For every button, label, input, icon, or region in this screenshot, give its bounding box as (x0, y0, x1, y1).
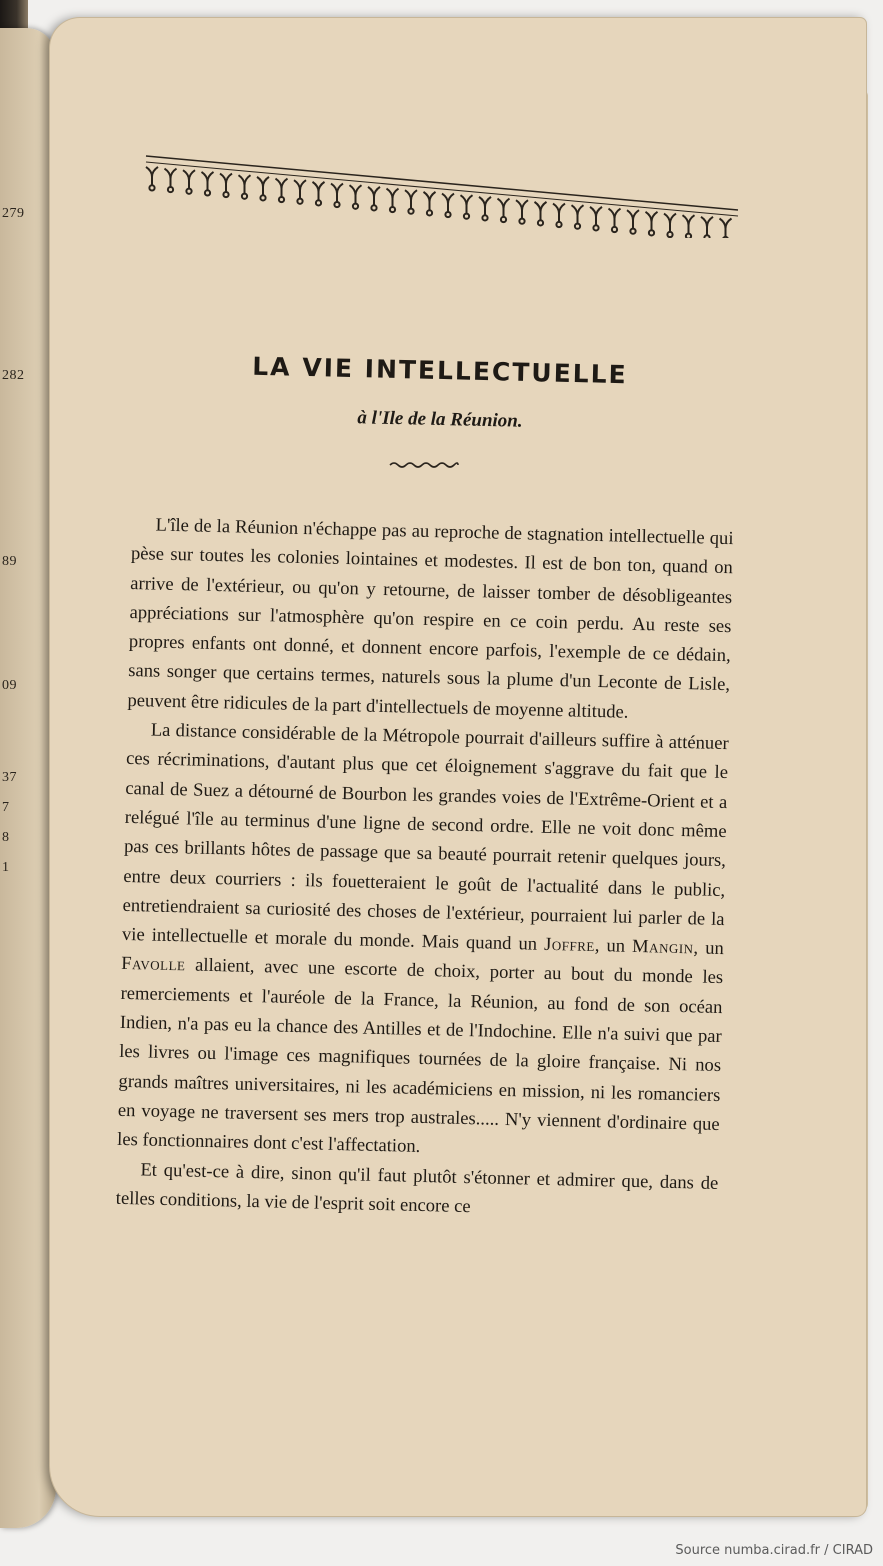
name-mangin: Mangin (631, 936, 694, 959)
paragraph-text: allaient, avec une escorte de choix, porter au bout du monde les remerciements et l'auréole de la France, la Réunion, au fond de son océan Indien, n'a pas eu la chance des Antilles et de l'Indochine. Elle n'a suivi que par les livres ou l'image ces magnifiques tournées de la gloire française. Ni nos grands maîtres universitaires, ni les académiciens en mission, ni les romanciers en voyage ne traversent ses mers trop australes..... N'y viennent d'ordinaire que les fonctionnaires dont c'est l'affectation. (116, 954, 724, 1158)
name-favolle: Favolle (121, 953, 186, 976)
name-joffre: Joffre (543, 933, 596, 957)
left-page-number: 09 (2, 678, 17, 693)
left-page-edge (0, 28, 56, 1528)
left-page-number: 8 (2, 830, 10, 845)
left-page-number: 37 (2, 770, 17, 785)
page-subtitle: à l'Ile de la Réunion. (357, 407, 523, 432)
separator: , un (693, 937, 725, 960)
left-page-number: 282 (2, 368, 25, 383)
paragraph (117, 715, 729, 1169)
left-page-number: 279 (2, 206, 25, 221)
divider-icon (388, 458, 460, 472)
body-text (115, 510, 733, 1227)
left-page-number: 1 (2, 860, 10, 875)
left-page-number: 89 (2, 554, 17, 569)
paragraph: Et qu'est-ce à dire, sinon qu'il faut plutôt s'étonner et admirer que, dans de telles conditions, la vie de l'esprit soit encore ce (115, 1158, 719, 1217)
paragraph: L'île de la Réunion n'échappe pas au reproche de stagnation intellectuelle qui pèse sur toutes les colonies lointaines et modestes. Il est de bon ton, quand on arrive de l'extérieur, ou qu'on y retourne, de laisser tomber de désobligeantes appréciations sur l'atmosphère qu'on respire en ce coin perdu. Au reste ses propres enfants ont donné, et donnent encore parfois, l'exemple de ce dédain, sans songer que certains termes, naturels sous la plume d'un Leconte de Lisle, peuvent être ridicules de la part d'intellectuels de moyenne altitude. (127, 514, 734, 723)
source-credit: Source numba.cirad.fr / CIRAD (675, 1543, 873, 1558)
paragraph-text: La distance considérable de la Métropole pourrait d'ailleurs suffire à atténuer ces récriminations, d'autant plus que cet éloignement s'aggrave du fait que le canal de Suez a détourné de Bourbon les grandes voies de l'Extrême-Orient et a relégué l'île au terminus d'une ligne de second ordre. Elle ne voit donc même pas ces brillants hôtes de passage que sa beauté pourrait retenir quelques jours, entre deux courriers : ils fouetteraient le goût de l'actualité dans le public, entretiendraient sa curiosité des choses de l'extérieur, pourraient lui parler de la vie intellectuelle et morale du monde. Mais quand un (121, 719, 729, 955)
ornament-icon (142, 148, 742, 238)
separator: , un (594, 935, 626, 957)
left-page-number: 7 (2, 800, 10, 815)
page-title: LA VIE INTELLECTUELLE (252, 351, 628, 390)
